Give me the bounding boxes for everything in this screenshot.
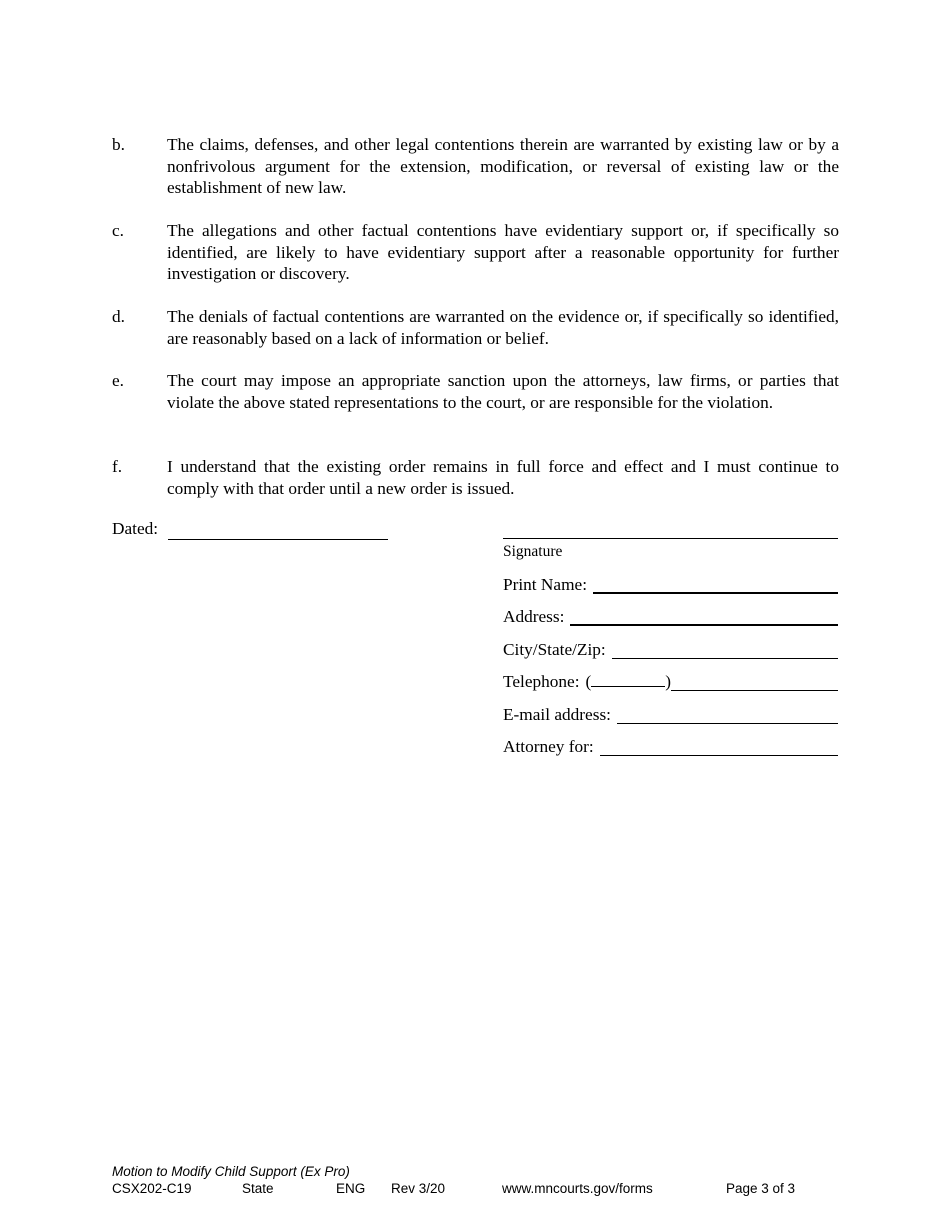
item-e: [112, 370, 839, 413]
website-link[interactable]: www.mncourts.gov/forms: [502, 1181, 653, 1196]
telephone-label: Telephone:: [503, 672, 580, 691]
area-code-input-line[interactable]: [591, 670, 665, 687]
dated-field: [112, 518, 388, 540]
page-number: Page 3 of 3: [726, 1181, 796, 1196]
item-text: The claims, defenses, and other legal contentions therein are warranted by existing law or by a nonfrivolous argument for the extension, modification, or reversal of existing law or the establishment of new law.: [167, 135, 839, 197]
attorney-for-input-line[interactable]: [600, 737, 838, 756]
jurisdiction: State: [242, 1181, 274, 1196]
telephone-field: [503, 661, 838, 694]
print-name-field: [503, 563, 838, 596]
city-state-zip-label: City/State/Zip:: [503, 639, 606, 659]
signature-label: Signature: [503, 543, 563, 560]
address-field: [503, 596, 838, 629]
address-label: Address:: [503, 607, 565, 626]
form-code: CSX202-C19: [112, 1181, 192, 1196]
email-input-line[interactable]: [617, 705, 838, 724]
item-letter: d.: [112, 307, 125, 326]
item-f: [112, 456, 839, 499]
dated-input-line[interactable]: [168, 521, 388, 540]
item-text: The court may impose an appropriate sanction upon the attorneys, law firms, or parties that violate the above stated representations to the court, or are responsible for the violation.: [167, 371, 839, 412]
page-footer: [112, 1163, 812, 1197]
signature-line[interactable]: [503, 522, 838, 539]
item-text: The allegations and other factual contentions have evidentiary support or, if specifically so identified, are likely to have evidentiary support after a reasonable opportunity for further investigation or discovery.: [167, 221, 839, 283]
telephone-area-code[interactable]: ( ): [585, 672, 672, 691]
item-c: [112, 220, 839, 285]
city-state-zip-field: [503, 628, 838, 661]
attorney-for-label: Attorney for:: [503, 737, 594, 756]
item-b: [112, 134, 839, 199]
form-title: Motion to Modify Child Support (Ex Pro): [112, 1164, 350, 1179]
dated-label: Dated:: [112, 519, 159, 538]
address-input-line[interactable]: [570, 606, 838, 626]
item-letter: b.: [112, 135, 125, 154]
attorney-for-field: [503, 726, 838, 759]
item-text: The denials of factual contentions are warranted on the evidence or, if specifically so identified, are reasonably based on a lack of information or belief.: [167, 307, 839, 348]
language: ENG: [336, 1181, 366, 1196]
email-field: [503, 693, 838, 726]
item-text: I understand that the existing order remains in full force and effect and I must continue to comply with that order until a new order is issued.: [167, 457, 839, 498]
item-letter: f.: [112, 457, 123, 476]
footer-info-row: [112, 1180, 812, 1197]
item-letter: c.: [112, 221, 124, 240]
signature-block: [503, 522, 838, 758]
print-name-label: Print Name:: [503, 574, 587, 594]
city-state-zip-input-line[interactable]: [612, 640, 838, 659]
revision: Rev 3/20: [391, 1181, 446, 1196]
email-label: E-mail address:: [503, 704, 611, 724]
telephone-input-line[interactable]: [671, 672, 838, 691]
print-name-input-line[interactable]: [593, 574, 838, 594]
item-d: [112, 306, 839, 349]
item-letter: e.: [112, 371, 124, 390]
